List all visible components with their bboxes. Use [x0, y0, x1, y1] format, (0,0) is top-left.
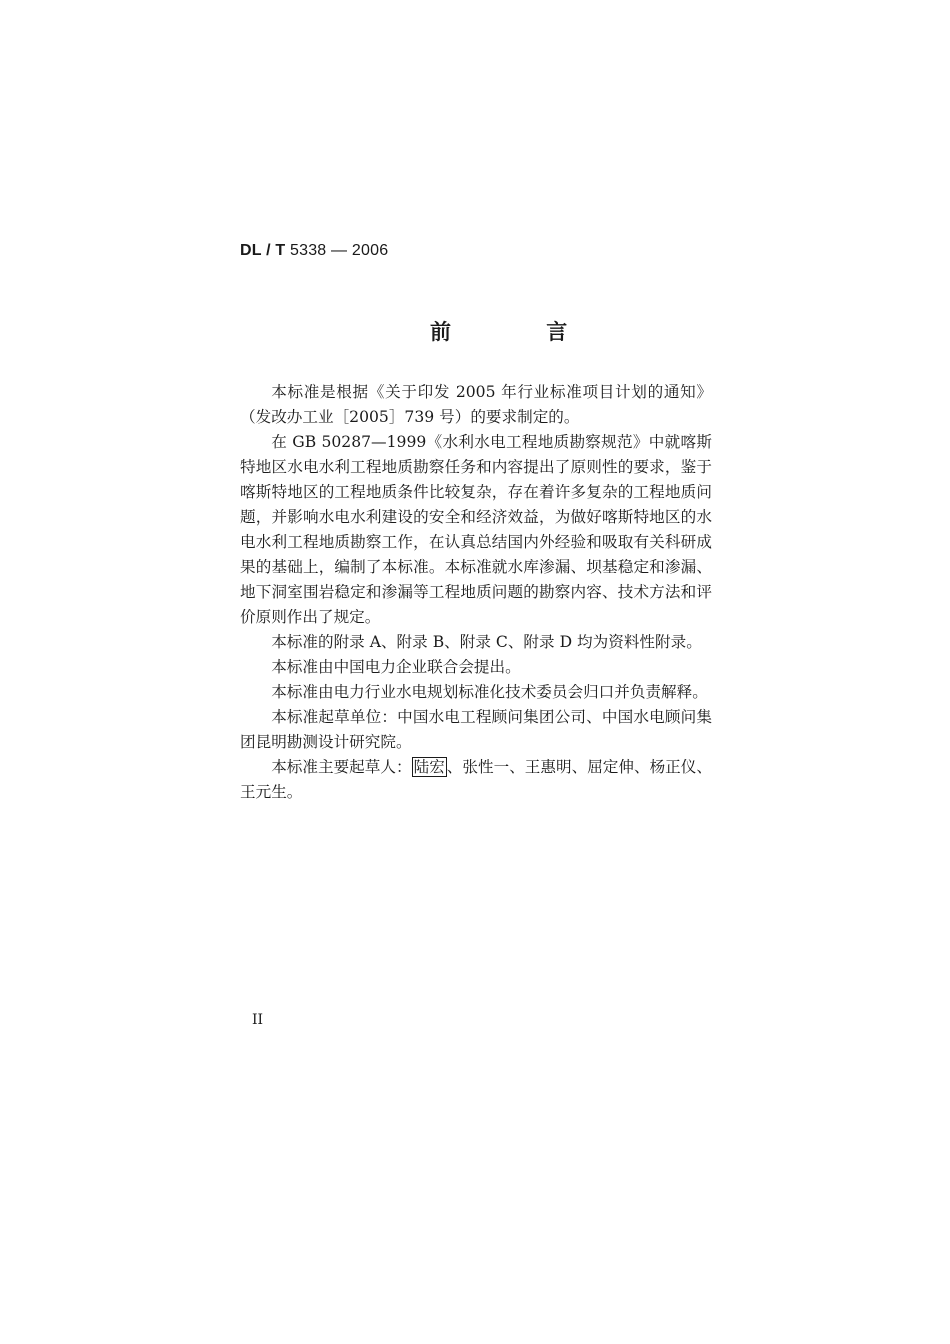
paragraph-drafting-units: 本标准起草单位：中国水电工程顾问集团公司、中国水电顾问集团昆明勘测设计研究院。 — [240, 708, 712, 751]
paragraph-proposer: 本标准由中国电力企业联合会提出。 — [271, 658, 521, 676]
paragraph-background: 在 GB 50287—1999《水利水电工程地质勘察规范》中就喀斯特地区水电水利工程地质勘察任务和内容提出了原则性的要求，鉴于喀斯特地区的工程地质条件比较复杂，存在着许多复杂的工程地质问题，并影响水电水利建设的安全和经济效益，为做好喀斯特地区的水电水利工程地质勘察工作，在认真总结国内外经验和吸取有关科研成果的基础上，编制了本标准。本标准就水库渗漏、坝基稳定和渗漏、地下洞室围岩稳定和渗漏等工程地质问题的勘察内容、技术方法和评价原则作出了规定。 — [240, 433, 712, 626]
page-number: II — [252, 1012, 264, 1028]
standard-number: 5338 — 2006 — [290, 242, 389, 259]
paragraph-drafters — [240, 755, 712, 805]
drafters-rest: 、张性一、王惠明、屈定伸、杨正仪、王元生。 — [240, 758, 712, 801]
drafters-intro: 本标准主要起草人： — [271, 758, 412, 776]
highlighted-drafter-name: 陆宏 — [413, 758, 445, 776]
standard-prefix: DL / T — [240, 242, 286, 259]
standard-code — [240, 242, 388, 260]
page-title: 前 言 — [430, 319, 612, 344]
paragraph-appendices: 本标准的附录 A、附录 B、附录 C、附录 D 均为资料性附录。 — [271, 633, 702, 651]
foreword-body — [240, 380, 712, 805]
paragraph-plan-notice: 本标准是根据《关于印发 2005 年行业标准项目计划的通知》（发改办工业［2005］739 号）的要求制定的。 — [240, 383, 712, 426]
paragraph-interpretation: 本标准由电力行业水电规划标准化技术委员会归口并负责解释。 — [271, 683, 708, 701]
